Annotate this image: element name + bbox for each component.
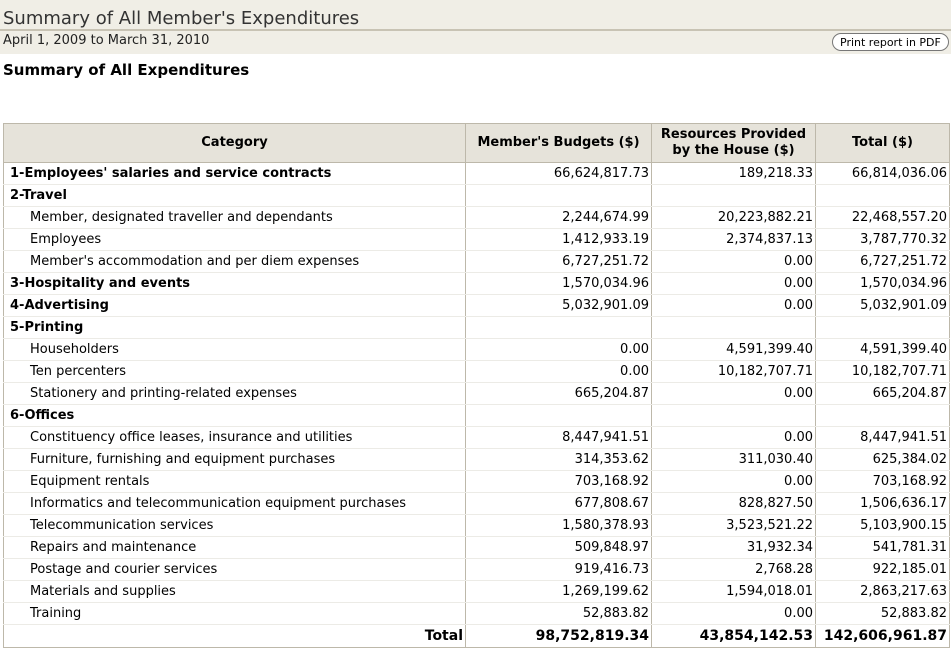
total-total-cell: 142,606,961.87 xyxy=(816,625,950,648)
column-header-total: Total ($) xyxy=(816,124,950,163)
expenditures-table xyxy=(3,123,950,648)
subcategory-row xyxy=(4,339,950,361)
category-row xyxy=(4,185,950,207)
total-cell: 625,384.02 xyxy=(816,449,950,471)
category-row xyxy=(4,163,950,185)
total-cell xyxy=(816,317,950,339)
subcategory-row xyxy=(4,559,950,581)
resources-cell: 828,827.50 xyxy=(652,493,816,515)
total-cell: 1,506,636.17 xyxy=(816,493,950,515)
subcategory-row xyxy=(4,251,950,273)
resources-cell xyxy=(652,185,816,207)
budget-cell: 5,032,901.09 xyxy=(466,295,652,317)
budget-cell: 919,416.73 xyxy=(466,559,652,581)
resources-cell: 0.00 xyxy=(652,273,816,295)
subcategory-row xyxy=(4,537,950,559)
total-cell xyxy=(816,185,950,207)
page-title: Summary of All Member's Expenditures xyxy=(3,8,360,29)
budget-cell: 509,848.97 xyxy=(466,537,652,559)
resources-cell: 0.00 xyxy=(652,383,816,405)
category-row xyxy=(4,317,950,339)
total-cell: 541,781.31 xyxy=(816,537,950,559)
resources-cell xyxy=(652,405,816,427)
total-cell: 703,168.92 xyxy=(816,471,950,493)
report-header xyxy=(0,0,951,54)
column-header-resources xyxy=(652,124,816,163)
category-cell: 2-Travel xyxy=(4,185,466,207)
resources-cell: 189,218.33 xyxy=(652,163,816,185)
category-cell: Telecommunication services xyxy=(4,515,466,537)
category-cell: Stationery and printing-related expenses xyxy=(4,383,466,405)
resources-cell: 0.00 xyxy=(652,427,816,449)
total-cell: 922,185.01 xyxy=(816,559,950,581)
total-cell: 3,787,770.32 xyxy=(816,229,950,251)
category-cell: Ten percenters xyxy=(4,361,466,383)
category-cell: Constituency office leases, insurance and utilities xyxy=(4,427,466,449)
resources-cell: 10,182,707.71 xyxy=(652,361,816,383)
resources-cell: 2,374,837.13 xyxy=(652,229,816,251)
category-cell: Informatics and telecommunication equipment purchases xyxy=(4,493,466,515)
budget-cell: 6,727,251.72 xyxy=(466,251,652,273)
column-header-category: Category xyxy=(4,124,466,163)
subcategory-row xyxy=(4,361,950,383)
resources-cell: 20,223,882.21 xyxy=(652,207,816,229)
budget-cell xyxy=(466,405,652,427)
total-cell: 5,103,900.15 xyxy=(816,515,950,537)
subcategory-row xyxy=(4,383,950,405)
resources-cell: 31,932.34 xyxy=(652,537,816,559)
budget-cell xyxy=(466,185,652,207)
subcategory-row xyxy=(4,449,950,471)
subcategory-row xyxy=(4,207,950,229)
budget-cell: 677,808.67 xyxy=(466,493,652,515)
resources-cell xyxy=(652,317,816,339)
total-cell: 8,447,941.51 xyxy=(816,427,950,449)
budget-cell: 8,447,941.51 xyxy=(466,427,652,449)
subcategory-row xyxy=(4,515,950,537)
resources-cell: 3,523,521.22 xyxy=(652,515,816,537)
category-cell: Repairs and maintenance xyxy=(4,537,466,559)
category-row xyxy=(4,295,950,317)
category-cell: Materials and supplies xyxy=(4,581,466,603)
category-cell: 5-Printing xyxy=(4,317,466,339)
budget-cell xyxy=(466,317,652,339)
subcategory-row xyxy=(4,427,950,449)
total-cell: 1,570,034.96 xyxy=(816,273,950,295)
total-resources-cell: 43,854,142.53 xyxy=(652,625,816,648)
budget-cell: 2,244,674.99 xyxy=(466,207,652,229)
category-row xyxy=(4,405,950,427)
total-cell: 5,032,901.09 xyxy=(816,295,950,317)
category-cell: Employees xyxy=(4,229,466,251)
total-cell: 4,591,399.40 xyxy=(816,339,950,361)
category-cell: 3-Hospitality and events xyxy=(4,273,466,295)
report-period: April 1, 2009 to March 31, 2010 xyxy=(3,33,210,48)
category-cell: Member, designated traveller and dependants xyxy=(4,207,466,229)
resources-cell: 0.00 xyxy=(652,295,816,317)
table-body xyxy=(4,163,950,625)
subcategory-row xyxy=(4,471,950,493)
budget-cell: 0.00 xyxy=(466,339,652,361)
budget-cell: 0.00 xyxy=(466,361,652,383)
resources-cell: 4,591,399.40 xyxy=(652,339,816,361)
budget-cell: 66,624,817.73 xyxy=(466,163,652,185)
budget-cell: 1,570,034.96 xyxy=(466,273,652,295)
title-divider xyxy=(0,29,951,31)
budget-cell: 314,353.62 xyxy=(466,449,652,471)
column-header-resources-line2: by the House ($) xyxy=(672,143,795,158)
total-row xyxy=(4,625,950,648)
total-cell: 665,204.87 xyxy=(816,383,950,405)
subcategory-row xyxy=(4,603,950,625)
total-cell: 52,883.82 xyxy=(816,603,950,625)
total-label: Total xyxy=(4,625,466,648)
budget-cell: 703,168.92 xyxy=(466,471,652,493)
table-header-row xyxy=(4,124,950,163)
print-pdf-button[interactable]: Print report in PDF xyxy=(832,33,949,51)
total-cell: 10,182,707.71 xyxy=(816,361,950,383)
resources-cell: 1,594,018.01 xyxy=(652,581,816,603)
category-cell: 4-Advertising xyxy=(4,295,466,317)
total-cell: 6,727,251.72 xyxy=(816,251,950,273)
resources-cell: 0.00 xyxy=(652,471,816,493)
category-cell: Furniture, furnishing and equipment purchases xyxy=(4,449,466,471)
budget-cell: 665,204.87 xyxy=(466,383,652,405)
category-cell: Member's accommodation and per diem expenses xyxy=(4,251,466,273)
resources-cell: 0.00 xyxy=(652,251,816,273)
category-cell: Equipment rentals xyxy=(4,471,466,493)
category-cell: 6-Offices xyxy=(4,405,466,427)
subcategory-row xyxy=(4,229,950,251)
resources-cell: 311,030.40 xyxy=(652,449,816,471)
resources-cell: 2,768.28 xyxy=(652,559,816,581)
subcategory-row xyxy=(4,581,950,603)
section-title: Summary of All Expenditures xyxy=(3,61,250,79)
category-cell: Householders xyxy=(4,339,466,361)
budget-cell: 1,580,378.93 xyxy=(466,515,652,537)
budget-cell: 1,412,933.19 xyxy=(466,229,652,251)
column-header-members-budgets: Member's Budgets ($) xyxy=(466,124,652,163)
budget-cell: 1,269,199.62 xyxy=(466,581,652,603)
total-cell: 2,863,217.63 xyxy=(816,581,950,603)
total-cell xyxy=(816,405,950,427)
category-cell: 1-Employees' salaries and service contracts xyxy=(4,163,466,185)
subcategory-row xyxy=(4,493,950,515)
total-cell: 66,814,036.06 xyxy=(816,163,950,185)
category-cell: Training xyxy=(4,603,466,625)
category-cell: Postage and courier services xyxy=(4,559,466,581)
total-budget-cell: 98,752,819.34 xyxy=(466,625,652,648)
total-cell: 22,468,557.20 xyxy=(816,207,950,229)
budget-cell: 52,883.82 xyxy=(466,603,652,625)
resources-cell: 0.00 xyxy=(652,603,816,625)
column-header-resources-line1: Resources Provided xyxy=(660,127,807,142)
category-row xyxy=(4,273,950,295)
